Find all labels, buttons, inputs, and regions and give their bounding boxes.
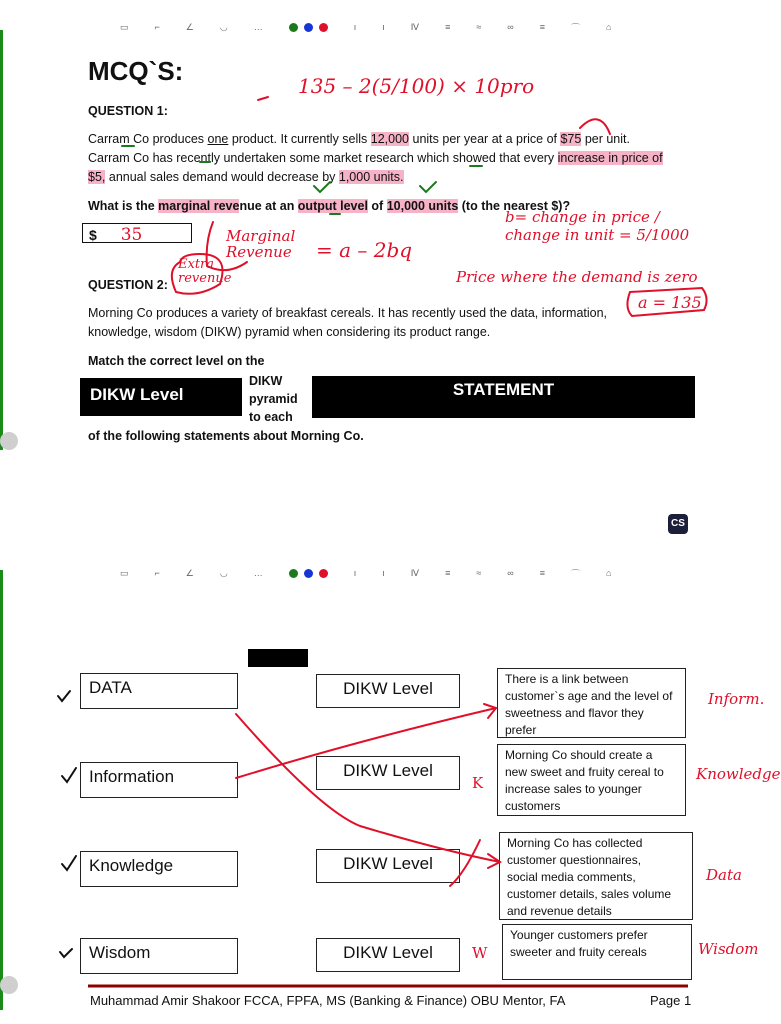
hand-label-information: Inform. bbox=[708, 690, 765, 708]
tool-icon[interactable]: ▭ bbox=[120, 21, 129, 32]
question-1-line-1: Carram Co produces one product. It currently sells 12,000 units per year at a price of $75 per unit. bbox=[88, 132, 630, 146]
tool-icon[interactable]: Ⅳ bbox=[410, 21, 420, 32]
footer-author: Muhammad Amir Shakoor FCCA, FPFA, MS (Banking & Finance) OBU Mentor, FA bbox=[90, 993, 566, 1008]
tool-icon[interactable]: ⌐ bbox=[154, 568, 160, 578]
page-title: MCQ`S: bbox=[88, 56, 184, 86]
tool-icon[interactable]: ⌐ bbox=[154, 22, 160, 32]
statement-box-4: Younger customers prefer sweeter and fruity cereals bbox=[502, 924, 692, 980]
green-color-icon[interactable] bbox=[289, 569, 298, 578]
blue-color-icon[interactable] bbox=[304, 569, 313, 578]
camscanner-badge: CS bbox=[668, 514, 688, 534]
tool-icon[interactable]: ≈ bbox=[476, 568, 482, 578]
tool-icon[interactable]: ⌒ bbox=[570, 568, 580, 579]
hand-mark-w: W bbox=[472, 944, 488, 962]
footer-page-number: Page 1 bbox=[650, 993, 692, 1008]
dikw-level-dropdown-4[interactable]: DIKW Level bbox=[316, 938, 460, 972]
hand-a-value: a = 135 bbox=[638, 293, 702, 312]
tool-icon[interactable]: Ⅳ bbox=[410, 567, 420, 578]
tool-icon[interactable]: ◡ bbox=[219, 21, 228, 32]
tool-icon[interactable]: ∞ bbox=[507, 568, 514, 578]
dikw-level-dropdown-1[interactable]: DIKW Level bbox=[316, 674, 460, 708]
question-2-line-2: knowledge, wisdom (DIKW) pyramid when considering its product range. bbox=[88, 325, 491, 339]
question-2-line-1: Morning Co produces a variety of breakfast cereals. It has recently used the data, information, bbox=[88, 306, 608, 320]
hand-mark-k: K bbox=[472, 774, 484, 792]
tool-icon[interactable]: ≡ bbox=[445, 568, 451, 578]
dikw-level-header: DIKW Level bbox=[80, 378, 242, 416]
handwritten-answer: 35 bbox=[120, 225, 143, 245]
hand-label-knowledge: Knowledge bbox=[696, 765, 781, 783]
hand-b-formula: b= change in price / change in unit = 5/1000 bbox=[505, 208, 690, 244]
dikw-item-knowledge[interactable]: Knowledge bbox=[80, 851, 238, 887]
tool-icon[interactable]: ı bbox=[382, 568, 385, 578]
dikw-level-dropdown-3[interactable]: DIKW Level bbox=[316, 849, 460, 883]
hand-marginal-formula: = a – 2bq bbox=[316, 238, 413, 262]
hand-marginal-label: Marginal Revenue bbox=[226, 227, 296, 261]
tool-icon[interactable]: ı bbox=[382, 22, 385, 32]
tool-icon[interactable]: ∠ bbox=[185, 21, 194, 32]
hand-extra-revenue: Extra revenue bbox=[178, 257, 232, 286]
tool-icon[interactable]: ∠ bbox=[185, 567, 194, 578]
tool-icon[interactable]: ≡ bbox=[445, 22, 451, 32]
question-1-label: QUESTION 1: bbox=[88, 104, 168, 118]
red-color-icon[interactable] bbox=[319, 569, 328, 578]
question-2-closing-line: of the following statements about Morning Co. bbox=[88, 429, 364, 443]
hand-label-data: Data bbox=[706, 866, 742, 884]
question-2-match-line: Match the correct level on the bbox=[88, 354, 265, 368]
hand-label-wisdom: Wisdom bbox=[698, 940, 759, 958]
tool-icon[interactable]: ◡ bbox=[219, 567, 228, 578]
hand-price-note: Price where the demand is zero bbox=[456, 268, 698, 286]
statement-box-2: Morning Co should create a new sweet and fruity cereal to increase sales to younger customers bbox=[497, 744, 686, 816]
question-1-prompt: What is the marginal revenue at an output level of 10,000 units (to the nearest $)? bbox=[88, 199, 571, 213]
tool-icon[interactable]: ∞ bbox=[507, 22, 514, 32]
dikw-item-wisdom[interactable]: Wisdom bbox=[80, 938, 238, 974]
question-1-line-3: $5, annual sales demand would decrease by 1,000 units. bbox=[88, 170, 404, 184]
question-2-label: QUESTION 2: bbox=[88, 278, 168, 292]
tool-icon[interactable]: ⌂ bbox=[605, 568, 612, 578]
page2-handwriting bbox=[0, 600, 768, 1000]
tool-icon[interactable]: … bbox=[253, 22, 263, 32]
question-1-line-2: Carram Co has recently undertaken some market research which showed that every increase in price of bbox=[88, 151, 663, 165]
tool-icon[interactable]: ı bbox=[353, 568, 357, 578]
tool-icon[interactable]: ▭ bbox=[120, 567, 129, 578]
tool-icon[interactable]: ı bbox=[353, 22, 357, 32]
dikw-item-data[interactable]: DATA bbox=[80, 673, 238, 709]
dikw-middle-text: DIKW pyramid to each bbox=[249, 374, 298, 424]
tool-icon[interactable]: … bbox=[253, 568, 263, 578]
tool-icon[interactable]: ⌒ bbox=[570, 22, 580, 33]
dikw-level-dropdown-2[interactable]: DIKW Level bbox=[316, 756, 460, 790]
statement-box-3: Morning Co has collected customer questionnaires, social media comments, customer details, sales volume and revenue details bbox=[499, 832, 693, 920]
tool-icon[interactable]: ≡ bbox=[539, 568, 545, 578]
tool-icon[interactable]: ≈ bbox=[476, 22, 482, 32]
statement-header: STATEMENT bbox=[312, 376, 695, 418]
hand-formula-top: 135 – 2(5/100) × 10pro bbox=[298, 74, 535, 98]
annotation-toolbar-bottom[interactable] bbox=[120, 566, 660, 580]
tool-icon[interactable]: ⌂ bbox=[605, 22, 612, 32]
answer-input[interactable]: $ 35 bbox=[82, 223, 192, 243]
dikw-item-information[interactable]: Information bbox=[80, 762, 238, 798]
tool-icon[interactable]: ≡ bbox=[539, 22, 545, 32]
statement-box-1: There is a link between customer`s age and the level of sweetness and flavor they prefer bbox=[497, 668, 686, 738]
